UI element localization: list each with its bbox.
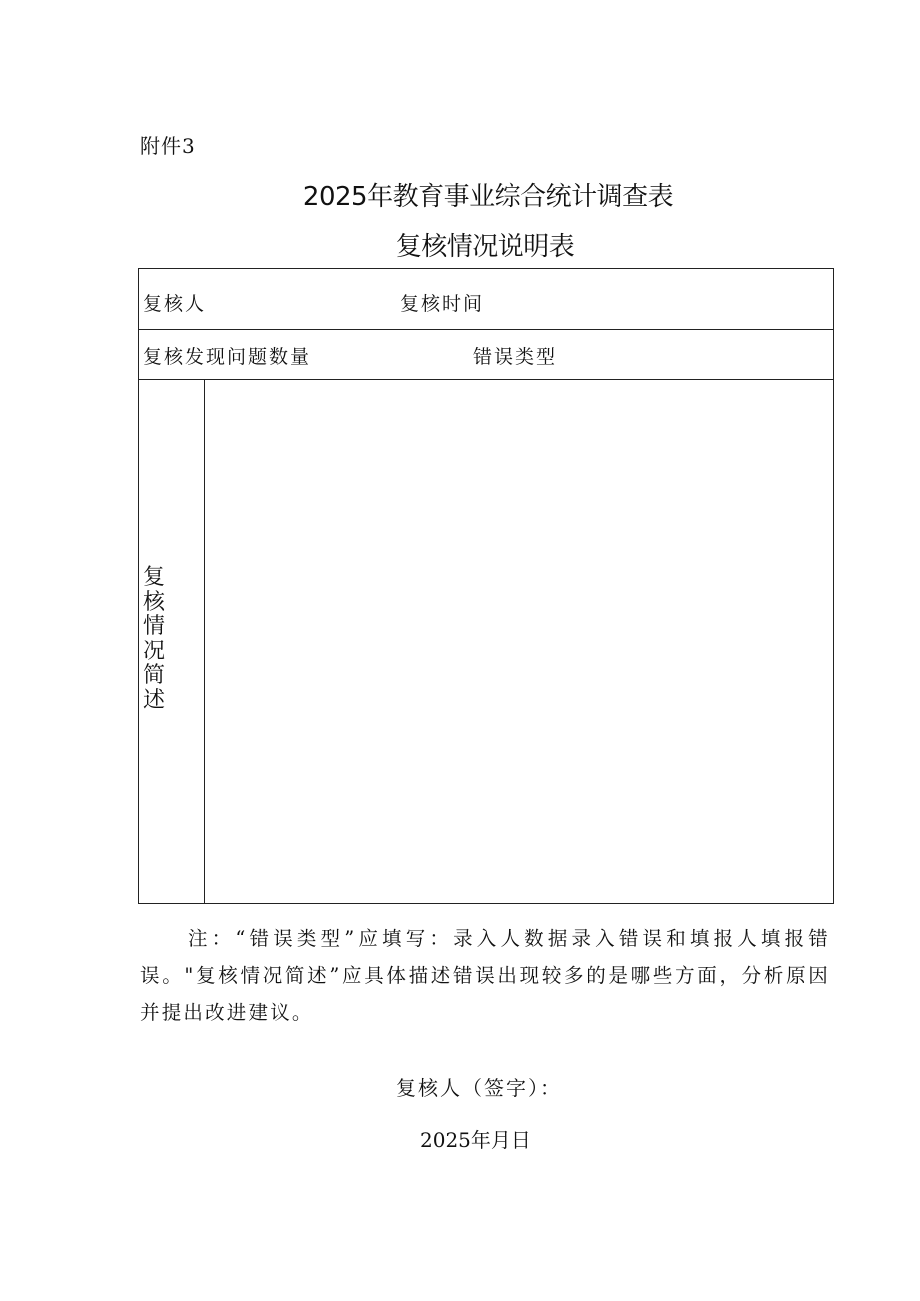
error-type-label: 错误类型: [473, 346, 558, 368]
annex-label: 附件3: [140, 134, 196, 158]
form-row-issues: [139, 330, 833, 380]
review-time-label: 复核时间: [400, 293, 485, 315]
signature-label: 复核人（签字）：: [396, 1076, 562, 1100]
form-row-reviewer: [139, 269, 833, 330]
description-label-cell: [139, 380, 205, 904]
reviewer-label: 复核人: [143, 293, 207, 315]
review-form-table: [138, 268, 834, 904]
note-paragraph: 注：“错误类型”应填写：录入人数据录入错误和填报人填报错误。"复核情况简述”应具体描述错误出现较多的是哪些方面，分析原因并提出改进建议。: [140, 927, 830, 1024]
date-line: 2025年月日: [420, 1128, 531, 1152]
issue-count-label: 复核发现问题数量: [143, 346, 312, 368]
description-field[interactable]: [205, 380, 833, 904]
document-title: 2025年教育事业综合统计调查表: [302, 182, 674, 212]
description-label: 复核情况简述: [143, 565, 166, 713]
document-subtitle: 复核情况说明表: [395, 232, 575, 262]
